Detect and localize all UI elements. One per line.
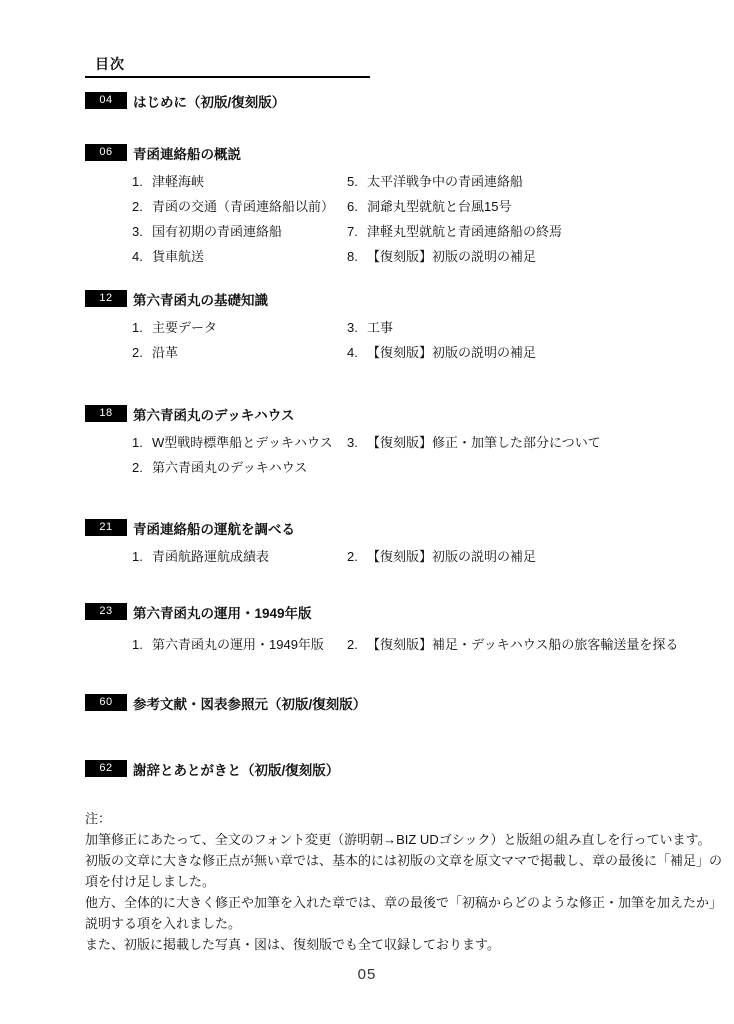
- toc-item: [132, 244, 347, 269]
- toc-item-number: 8.: [347, 249, 358, 264]
- note-line: 項を付け足しました。: [85, 874, 216, 889]
- toc-item-text: 【復刻版】初版の説明の補足: [367, 249, 537, 264]
- toc-item-number: 6.: [347, 199, 358, 214]
- toc-item-number: 1.: [132, 435, 143, 450]
- section-items: [85, 632, 715, 657]
- toc-item: [347, 169, 562, 194]
- section-header: [85, 603, 715, 620]
- section-title: 第六青函丸の運用・1949年版: [133, 605, 312, 621]
- toc-item-number: 3.: [132, 224, 143, 239]
- toc-item-number: 5.: [347, 174, 358, 189]
- items-column-right: [347, 632, 678, 657]
- section-page-badge: 60: [85, 694, 127, 711]
- section-page-badge: 23: [85, 603, 127, 620]
- toc-item-number: 2.: [132, 460, 143, 475]
- section-page-badge: 18: [85, 405, 127, 422]
- toc-item-number: 1.: [132, 549, 143, 564]
- items-column-left: [132, 169, 347, 269]
- toc-heading-rule: [85, 76, 370, 78]
- toc-item: [347, 315, 536, 340]
- section-title: 第六青函丸の基礎知識: [133, 292, 268, 308]
- toc-item-text: W型戦時標準船とデッキハウス: [152, 435, 333, 450]
- toc-item-text: 洞爺丸型就航と台風15号: [367, 199, 512, 214]
- toc-item-number: 2.: [347, 637, 358, 652]
- toc-item-text: 工事: [367, 320, 394, 335]
- section-header: [85, 92, 715, 109]
- items-column-left: [132, 430, 347, 480]
- section-title: 謝辞とあとがきと（初版/復刻版）: [133, 762, 340, 778]
- toc-item-text: 津軽丸型就航と青函連絡船の終焉: [367, 224, 563, 239]
- section-page-badge: 62: [85, 760, 127, 777]
- section-items: [85, 169, 715, 269]
- toc-item: [132, 169, 347, 194]
- toc-section-18: [85, 405, 715, 480]
- toc-item-text: 第六青函丸のデッキハウス: [152, 460, 308, 475]
- toc-item-text: 青函航路運航成績表: [152, 549, 270, 564]
- toc-item: [132, 632, 347, 657]
- toc-item: [347, 632, 678, 657]
- section-header: [85, 519, 715, 536]
- section-header: [85, 760, 715, 777]
- section-title: 青函連絡船の運航を調べる: [133, 521, 295, 537]
- note-line: 説明する項を入れました。: [85, 916, 242, 931]
- section-header: [85, 290, 715, 307]
- toc-section-04: [85, 92, 715, 109]
- toc-item: [132, 315, 347, 340]
- items-column-left: [132, 632, 347, 657]
- toc-item: [347, 544, 536, 569]
- toc-heading: 目次: [95, 56, 125, 72]
- notes-block: [85, 808, 730, 955]
- toc-item-text: 国有初期の青函連絡船: [152, 224, 283, 239]
- toc-item-text: 津軽海峡: [152, 174, 205, 189]
- toc-item-text: 主要データ: [152, 320, 218, 335]
- toc-section-62: [85, 760, 715, 777]
- toc-item: [347, 430, 601, 455]
- items-column-left: [132, 544, 347, 569]
- toc-item-number: 1.: [132, 637, 143, 652]
- toc-item-number: 7.: [347, 224, 358, 239]
- toc-item-number: 2.: [132, 345, 143, 360]
- toc-item-number: 3.: [347, 320, 358, 335]
- section-title: 青函連絡船の概説: [133, 146, 241, 162]
- toc-item: [347, 219, 562, 244]
- toc-item: [132, 455, 347, 480]
- note-line: 注：: [85, 811, 112, 826]
- items-column-right: [347, 169, 562, 269]
- toc-item-number: 2.: [347, 549, 358, 564]
- toc-item-text: 貨車航送: [152, 249, 205, 264]
- note-line: また、初版に掲載した写真・図は、復刻版でも全て収録しております。: [85, 937, 500, 952]
- section-page-badge: 21: [85, 519, 127, 536]
- toc-item: [132, 544, 347, 569]
- note-line: 加筆修正にあたって、全文のフォント変更（游明朝→BIZ UDゴシック）と版組の組み直しを行っています。: [85, 832, 711, 847]
- section-title: はじめに（初版/復刻版）: [133, 94, 286, 110]
- toc-item: [132, 219, 347, 244]
- toc-item: [132, 194, 347, 219]
- page-number: 05: [357, 966, 377, 983]
- toc-item-text: 【復刻版】初版の説明の補足: [367, 549, 537, 564]
- toc-item-number: 4.: [347, 345, 358, 360]
- toc-item: [347, 244, 562, 269]
- section-header: [85, 144, 715, 161]
- note-line: 他方、全体的に大きく修正や加筆を入れた章では、章の最後で「初稿からどのような修正・加筆を加えたか」: [85, 895, 723, 910]
- toc-item-text: 青函の交通（青函連絡船以前）: [152, 199, 335, 214]
- toc-section-21: [85, 519, 715, 569]
- toc-item-text: 【復刻版】初版の説明の補足: [367, 345, 537, 360]
- section-title: 第六青函丸のデッキハウス: [133, 407, 295, 423]
- section-page-badge: 12: [85, 290, 127, 307]
- toc-item: [132, 430, 347, 455]
- section-header: [85, 694, 715, 711]
- toc-item-text: 第六青函丸の運用・1949年版: [152, 637, 324, 652]
- section-page-badge: 04: [85, 92, 127, 109]
- items-column-right: [347, 544, 536, 569]
- toc-section-12: [85, 290, 715, 365]
- toc-item: [132, 340, 347, 365]
- toc-section-60: [85, 694, 715, 711]
- toc-item-number: 3.: [347, 435, 358, 450]
- items-column-right: [347, 430, 601, 480]
- toc-item-text: 太平洋戦争中の青函連絡船: [367, 174, 524, 189]
- section-items: [85, 544, 715, 569]
- section-page-badge: 06: [85, 144, 127, 161]
- toc-item: [347, 340, 536, 365]
- toc-item-number: 4.: [132, 249, 143, 264]
- note-line: 初版の文章に大きな修正点が無い章では、基本的には初版の文章を原文ママで掲載し、章の最後に「補足」の: [85, 853, 723, 868]
- toc-item-number: 1.: [132, 320, 143, 335]
- items-column-right: [347, 315, 536, 365]
- section-items: [85, 430, 715, 480]
- section-title: 参考文献・図表参照元（初版/復刻版）: [133, 696, 367, 712]
- section-header: [85, 405, 715, 422]
- toc-item-text: 【復刻版】修正・加筆した部分について: [367, 435, 601, 450]
- toc-section-23: [85, 603, 715, 657]
- toc-item-text: 【復刻版】補足・デッキハウス船の旅客輸送量を探る: [367, 637, 679, 652]
- toc-section-06: [85, 144, 715, 269]
- toc-item-text: 沿革: [152, 345, 179, 360]
- section-items: [85, 315, 715, 365]
- items-column-left: [132, 315, 347, 365]
- toc-item-number: 2.: [132, 199, 143, 214]
- toc-item-number: 1.: [132, 174, 143, 189]
- toc-item: [347, 194, 562, 219]
